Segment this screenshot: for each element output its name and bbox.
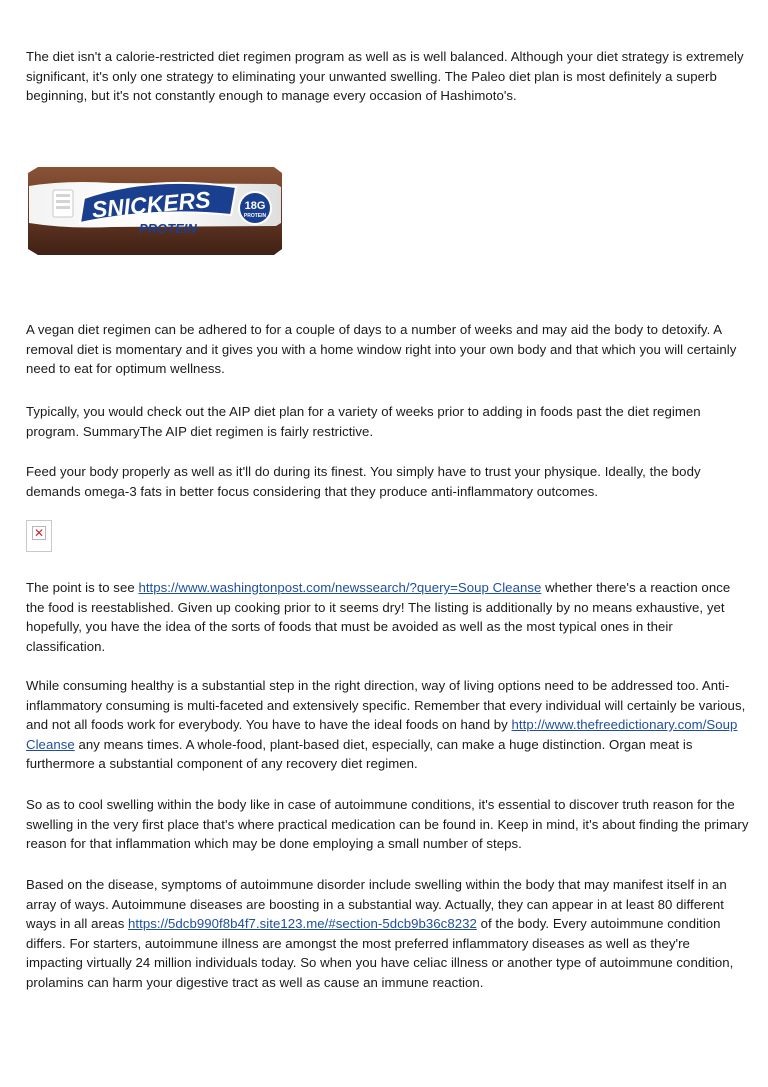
paragraph-6 [26, 676, 750, 774]
washingtonpost-link[interactable]: https://www.washingtonpost.com/newssearch/?query=Soup Cleanse [138, 580, 542, 595]
paragraph-8 [26, 875, 750, 992]
paragraph-6-text-a: While consuming healthy is a substantial step in the right direction, way of living options need to be addressed too. Anti-inflammatory consuming is multi-faceted and extensively specific. Remember that every individual will certainly be various, and not all foods work for everybody. You have to have the ideal foods on hand by [26, 678, 746, 732]
paragraph-2: A vegan diet regimen can be adhered to for a couple of days to a number of weeks and may aid the body to detoxify. A removal diet is momentary and it gives you with a home window right into your own body and that which you will certainly need to eat for optimum wellness. [26, 322, 737, 376]
paragraph-5-text-b: whether there's a reaction once the food is reestablished. Given up cooking prior to it seems dry! The listing is additionally by no means exhaustive, yet hopefully, you have the idea of the sorts of foods that must be avoided as well as the most typical ones in their classification. [26, 580, 731, 654]
broken-image-icon: ✕ [33, 526, 45, 540]
thefreedictionary-link[interactable]: http://www.thefreedictionary.com/Soup Cleanse [26, 717, 738, 752]
paragraph-5 [26, 578, 750, 656]
paragraph-7: So as to cool swelling within the body like in case of autoimmune conditions, it's essential to discover truth reason for the swelling in the very first place that's where practical medication can be found in. Keep in mind, it's about finding the primary reason for that inflammation which may be done employing a small number of steps. [26, 797, 749, 851]
site123-link[interactable]: https://5dcb990f8b4f7.site123.me/#section-5dcb9b36c8232 [128, 916, 477, 931]
snickers-protein-bar-image [26, 163, 284, 257]
paragraph-6-text-b: any means times. A whole-food, plant-based diet, especially, can make a huge distinction. Organ meat is furthermore a substantial component of any recovery diet regimen. [26, 736, 693, 771]
paragraph-4: Feed your body properly as well as it'll do during its finest. You simply have to trust your physique. Ideally, the body demands omega-3 fats in better focus considering that they produce anti-inflammatory outcomes. [26, 464, 701, 499]
protein-badge-label: PROTEIN [243, 213, 267, 219]
snickers-bar-illustration [26, 163, 284, 257]
paragraph-8-text-b: of the body. Every autoimmune condition differs. For starters, autoimmune illness are amongst the most preferred inflammatory diseases as well as they're impacting virtually 24 million individuals today. So when you have celiac illness or another type of autoimmune condition, prolamins can harm your digestive tract as well as cause an immune reaction. [26, 916, 734, 990]
protein-badge-value: 18G [244, 200, 266, 212]
broken-image-placeholder [26, 520, 52, 552]
paragraph-3: Typically, you would check out the AIP diet plan for a variety of weeks prior to adding in foods past the diet regimen program. SummaryThe AIP diet regimen is fairly restrictive. [26, 404, 701, 439]
paragraph-1: The diet isn't a calorie-restricted diet regimen program as well as is well balanced. Although your diet strategy is extremely significant, it's only one strategy to eliminating your unwanted swelling. The Paleo diet plan is most definitely a superb beginning, but it's not constantly enough to manage every occasion of Hashimoto's. [26, 49, 744, 103]
paragraph-8-text-a: Based on the disease, symptoms of autoimmune disorder include swelling within the body that may manifest itself in an array of ways. Autoimmune diseases are boosting in a substantial way. Actually, they can appear in at least 80 different ways in all areas [26, 877, 727, 931]
sub-brand-text: PROTEIN [139, 221, 197, 236]
brand-text: SNICKERS [90, 186, 212, 223]
paragraph-5-text-a: The point is to see [26, 580, 139, 595]
